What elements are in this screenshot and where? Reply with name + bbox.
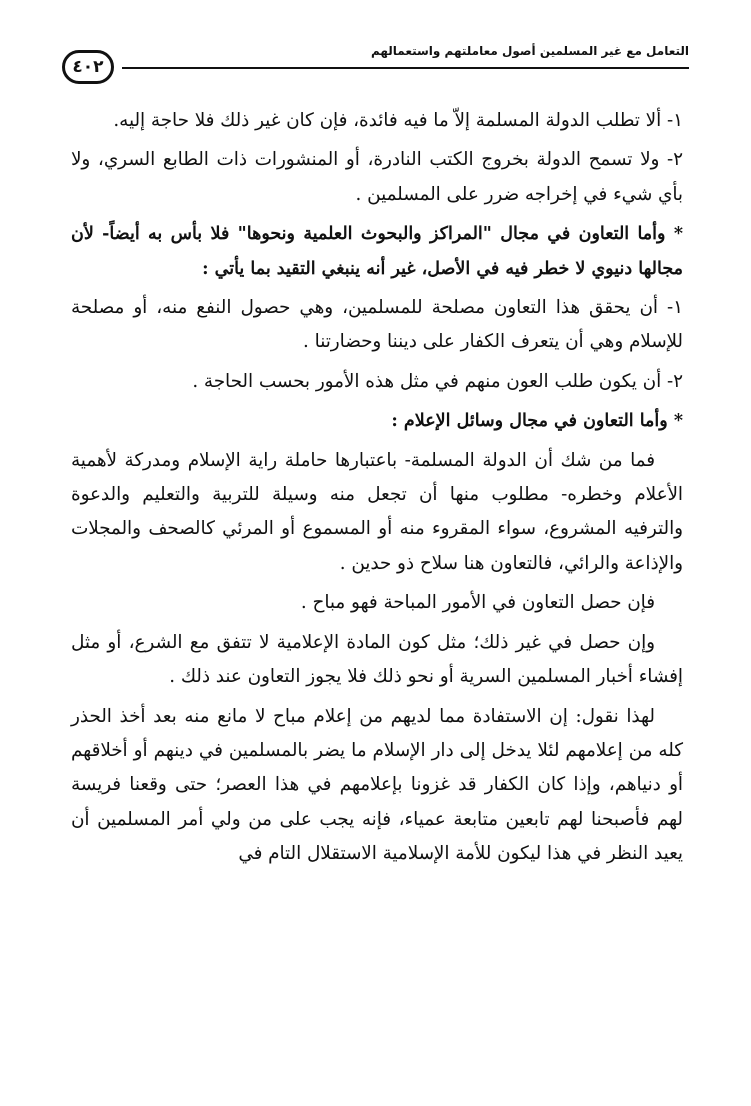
paragraph-need-condition: ٢- أن يكون طلب العون منهم في مثل هذه الأمور بحسب الحاجة . — [192, 370, 683, 392]
paragraph-media-importance: فما من شك أن الدولة المسلمة- باعتبارها حاملة راية الإسلام ومدركة لأهمية الأعلام وخطره- مطلوب منها أن تجعل منه وسيلة للتربية والتعليم والدعوة والترفيه المشروع، سواء المقروء منه أو المسموع أو المرئي كالصحف والمجلات والإذاعة والرائي، فالتعاون هنا سلاح ذو حدين . — [71, 449, 683, 574]
body-text — [71, 104, 683, 877]
section-heading-media: * وأما التعاون في مجال وسائل الإعلام : — [391, 411, 683, 432]
paragraph-permitted: فإن حصل التعاون في الأمور المباحة فهو مباح . — [300, 592, 655, 614]
page-number: ٤٠٢ — [62, 50, 114, 84]
paragraph-research-centers: * وأما التعاون في مجال "المراكز والبحوث العلمية ونحوها" فلا بأس به أيضاً- لأن مجالها دنيوي لا خطر فيه في الأصل، غير أنه ينبغي التقيد بما يأتي : — [71, 224, 683, 279]
paragraph-benefit-condition: ١- أن يحقق هذا التعاون مصلحة للمسلمين، وهي حصول النفع منه، أو مصلحة للإسلام وهي أن يتعرف الكفار على ديننا وحضارتنا . — [71, 297, 683, 353]
paragraph-not-permitted: وإن حصل في غير ذلك؛ مثل كون المادة الإعلامية لا تتفق مع الشرع، أو مثل إفشاء أخبار المسلمين السرية أو نحو ذلك فلا يجوز التعاون عند ذلك . — [71, 631, 683, 688]
paragraph-conclusion: لهذا نقول: إن الاستفادة مما لديهم من إعلام مباح لا مانع منه بعد أخذ الحذر كله من إعلامهم لئلا يدخل إلى دار الإسلام ما يضر بالمسلمين في دينهم أو أخلاقهم أو دنياهم، وإذا كان الكفار قد غزونا بإعلامهم في هذا العصر؛ حتى وقعنا فريسة لهم فأصبحنا لهم تابعين متابعة عمياء، فإنه يجب على من ولي أمر المسلمين أن يعيد النظر في هذا ليكون للأمة الإسلامية الاستقلال التام في — [71, 705, 683, 865]
page-header — [62, 38, 689, 98]
running-title: التعامل مع غير المسلمين أصول معاملتهم واستعمالهم — [370, 44, 689, 58]
paragraph-condition-1: ١- ألا تطلب الدولة المسلمة إلاّ ما فيه فائدة، فإن كان غير ذلك فلا حاجة إليه. — [113, 110, 683, 131]
header-rule — [122, 67, 689, 69]
paragraph-condition-2: ٢- ولا تسمح الدولة بخروج الكتب النادرة، أو المنشورات ذات الطابع السري، ولا بأي شيء في إخراجه ضرر على المسلمين . — [71, 149, 683, 205]
